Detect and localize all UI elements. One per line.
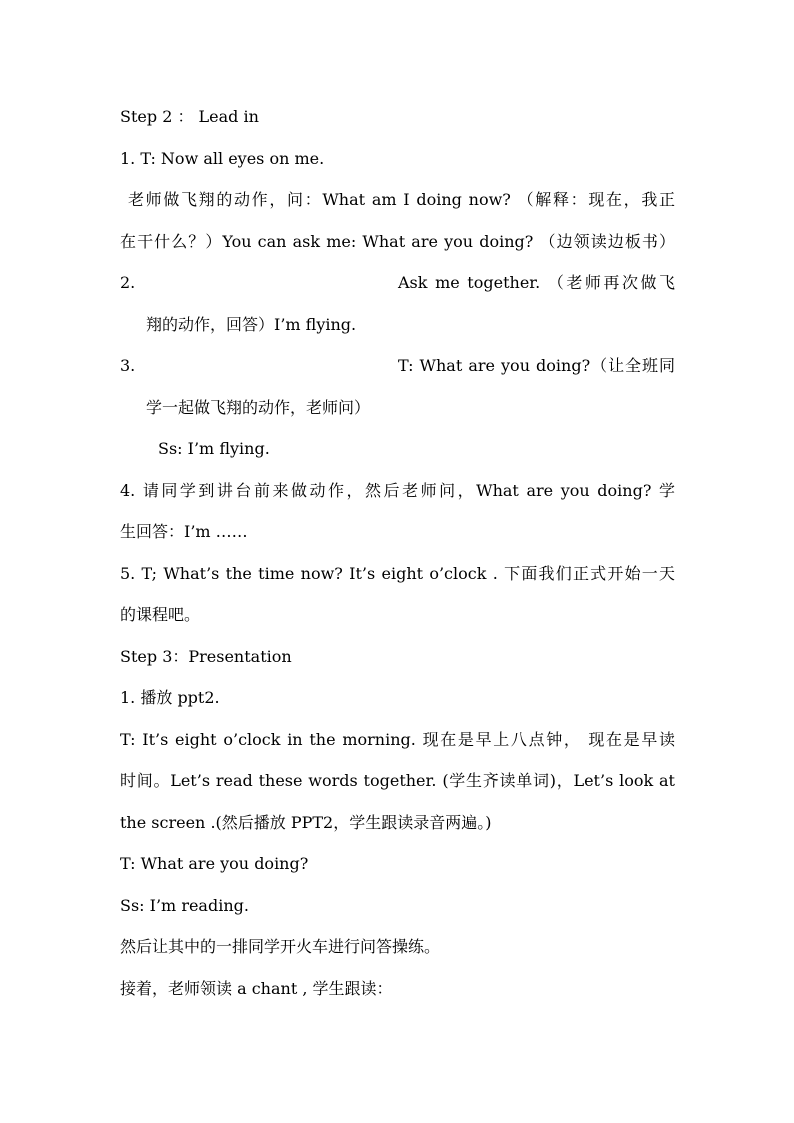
lead-in-item-3-answer: Ss: I’m flying. [158, 439, 270, 458]
item-3-number: 3. [120, 356, 136, 375]
step-3-heading: Step 3：Presentation [120, 646, 292, 666]
lead-in-item-3-line-2: 学一起做飞翔的动作，老师问） [146, 397, 371, 417]
lead-in-item-1-line-2: 老师做飞翔的动作，问：What am I doing now? （解释：现在，我正 [128, 190, 675, 209]
lead-in-item-2-line-2: 翔的动作，回答）I’m flying. [146, 314, 357, 334]
lead-in-item-2 [120, 262, 675, 304]
document-body [120, 96, 675, 1009]
presentation-drill: 然后让其中的一排同学开火车进行问答操练。 [120, 937, 441, 956]
item-2-number: 2. [120, 273, 136, 292]
item-3-text: T: What are you doing?（让全班同 [398, 356, 675, 375]
lead-in-item-4: 4. 请同学到讲台前来做动作，然后老师问，What are you doing? 学 [120, 480, 675, 500]
lead-in-item-5-line-2: 的课程吧。 [120, 605, 201, 624]
lead-in-item-4-line-2: 生回答：I’m …… [120, 522, 248, 541]
presentation-question: T: What are you doing? [120, 854, 309, 873]
presentation-teacher-line-3: the screen .(然后播放 PPT2，学生跟读录音两遍。) [120, 812, 492, 832]
presentation-answer: Ss: I’m reading. [120, 895, 249, 915]
item-2-text: Ask me together. （老师再次做飞 [398, 273, 675, 292]
presentation-item-1: 1. 播放 ppt2. [120, 688, 220, 707]
lead-in-item-5: 5. T; What’s the time now? It’s eight o’clock . 下面我们正式开始一天 [120, 563, 675, 583]
lead-in-item-3 [120, 345, 675, 387]
presentation-teacher-line: T: It’s eight o’clock in the morning. 现在是早上八点钟， 现在是早读 [120, 729, 675, 749]
presentation-chant: 接着，老师领读 a chant , 学生跟读： [120, 978, 393, 998]
lead-in-item-1-line-3: 在干什么？）You can ask me: What are you doing? （边领读边板书） [120, 231, 675, 251]
lead-in-item-1: 1. T: Now all eyes on me. [120, 148, 325, 168]
step-2-heading: Step 2 ： Lead in [120, 107, 259, 126]
presentation-teacher-line-2: 时间。Let’s read these words together. (学生齐读单词)，Let’s look at [120, 771, 675, 790]
